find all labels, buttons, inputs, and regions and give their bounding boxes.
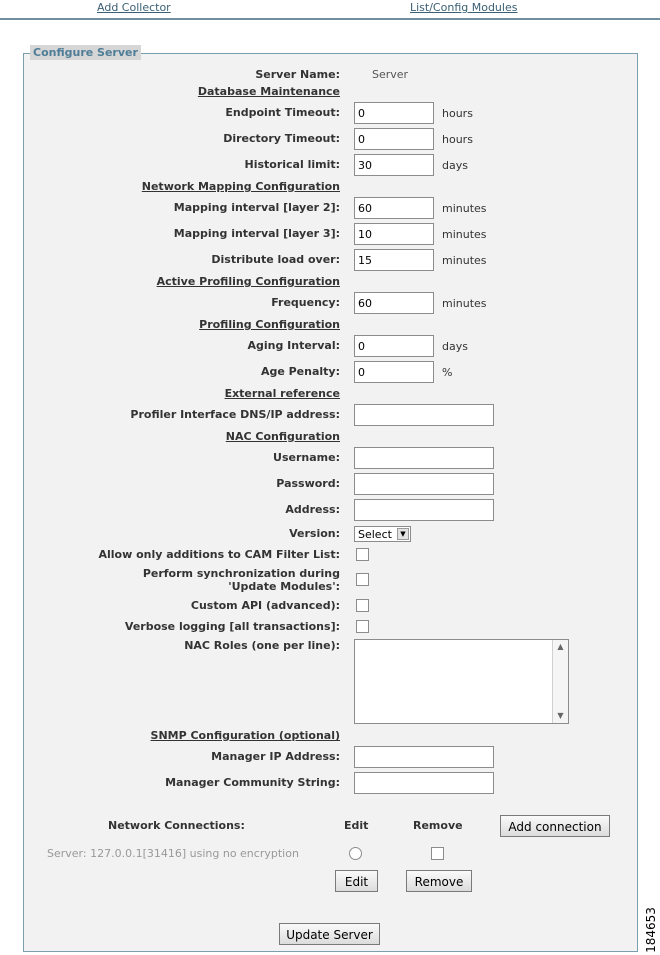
age-penalty-input[interactable] bbox=[354, 361, 434, 383]
section-network-mapping: Network Mapping Configuration bbox=[141, 180, 340, 193]
historical-limit-unit: days bbox=[442, 159, 468, 172]
remove-button[interactable]: Remove bbox=[406, 870, 472, 892]
top-nav bbox=[0, 0, 660, 20]
nac-roles-label: NAC Roles (one per line): bbox=[184, 639, 340, 652]
directory-timeout-label: Directory Timeout: bbox=[223, 132, 340, 145]
manager-ip-label: Manager IP Address: bbox=[211, 750, 340, 763]
mapping-layer3-unit: minutes bbox=[442, 228, 487, 241]
address-label: Address: bbox=[285, 503, 340, 516]
section-snmp: SNMP Configuration (optional) bbox=[150, 729, 340, 742]
verbose-logging-label: Verbose logging [all transactions]: bbox=[124, 620, 340, 633]
aging-interval-label: Aging Interval: bbox=[247, 339, 340, 352]
username-label: Username: bbox=[273, 451, 340, 464]
server-edit-radio[interactable] bbox=[349, 847, 362, 860]
network-connections-label: Network Connections: bbox=[108, 819, 245, 832]
perform-sync-label bbox=[143, 567, 340, 593]
server-connection-row: Server: 127.0.0.1[31416] using no encryption bbox=[47, 847, 299, 860]
historical-limit-label: Historical limit: bbox=[244, 158, 340, 171]
mapping-layer3-label: Mapping interval [layer 3]: bbox=[173, 227, 340, 240]
version-label: Version: bbox=[289, 527, 340, 540]
section-database-maintenance: Database Maintenance bbox=[197, 85, 340, 98]
distribute-load-label: Distribute load over: bbox=[211, 253, 340, 266]
profiler-dns-label: Profiler Interface DNS/IP address: bbox=[130, 408, 340, 421]
section-external-reference: External reference bbox=[224, 387, 340, 400]
verbose-logging-checkbox[interactable] bbox=[356, 620, 369, 633]
perform-sync-label-line2: 'Update Modules': bbox=[228, 580, 340, 593]
aging-interval-unit: days bbox=[442, 340, 468, 353]
password-label: Password: bbox=[276, 477, 340, 490]
frequency-label: Frequency: bbox=[271, 296, 340, 309]
nac-roles-textarea[interactable] bbox=[354, 639, 569, 724]
distribute-load-unit: minutes bbox=[442, 254, 487, 267]
custom-api-label: Custom API (advanced): bbox=[190, 599, 340, 612]
server-remove-checkbox[interactable] bbox=[431, 847, 444, 860]
nac-roles-scrollbar[interactable] bbox=[552, 640, 568, 723]
section-nac: NAC Configuration bbox=[225, 430, 340, 443]
figure-id-text: 184653 bbox=[644, 907, 658, 953]
section-profiling: Profiling Configuration bbox=[199, 318, 340, 331]
endpoint-timeout-label: Endpoint Timeout: bbox=[225, 106, 340, 119]
add-collector-link[interactable]: Add Collector bbox=[97, 1, 171, 14]
perform-sync-label-line1: Perform synchronization during bbox=[142, 567, 340, 580]
version-select-value: Select bbox=[358, 528, 392, 541]
mapping-layer2-unit: minutes bbox=[442, 202, 487, 215]
age-penalty-unit: % bbox=[442, 366, 453, 379]
directory-timeout-unit: hours bbox=[442, 133, 473, 146]
dropdown-arrow-icon: ▼ bbox=[397, 528, 409, 540]
manager-ip-input[interactable] bbox=[354, 746, 494, 768]
remove-column-header: Remove bbox=[413, 819, 463, 832]
section-active-profiling: Active Profiling Configuration bbox=[156, 275, 340, 288]
custom-api-checkbox[interactable] bbox=[356, 599, 369, 612]
update-server-button[interactable]: Update Server bbox=[279, 923, 380, 945]
frequency-input[interactable] bbox=[354, 292, 434, 314]
distribute-load-input[interactable] bbox=[354, 249, 434, 271]
address-input[interactable] bbox=[354, 499, 494, 521]
manager-community-input[interactable] bbox=[354, 772, 494, 794]
scroll-down-icon[interactable]: ▼ bbox=[557, 711, 564, 720]
endpoint-timeout-unit: hours bbox=[442, 107, 473, 120]
mapping-layer3-input[interactable] bbox=[354, 223, 434, 245]
directory-timeout-input[interactable] bbox=[354, 128, 434, 150]
password-input[interactable] bbox=[354, 473, 494, 495]
allow-additions-checkbox[interactable] bbox=[356, 548, 369, 561]
profiler-dns-input[interactable] bbox=[354, 404, 494, 426]
add-connection-button[interactable]: Add connection bbox=[500, 815, 610, 837]
perform-sync-checkbox[interactable] bbox=[356, 573, 369, 586]
endpoint-timeout-input[interactable] bbox=[354, 102, 434, 124]
mapping-layer2-input[interactable] bbox=[354, 197, 434, 219]
edit-button[interactable]: Edit bbox=[335, 870, 378, 892]
historical-limit-input[interactable] bbox=[354, 154, 434, 176]
username-input[interactable] bbox=[354, 447, 494, 469]
panel-legend: Configure Server bbox=[30, 45, 141, 60]
aging-interval-input[interactable] bbox=[354, 335, 434, 357]
frequency-unit: minutes bbox=[442, 297, 487, 310]
list-config-modules-link[interactable]: List/Config Modules bbox=[410, 1, 518, 14]
age-penalty-label: Age Penalty: bbox=[260, 365, 340, 378]
server-name-label: Server Name: bbox=[255, 68, 340, 81]
figure-id bbox=[640, 905, 660, 955]
edit-column-header: Edit bbox=[344, 819, 369, 832]
scroll-up-icon[interactable]: ▲ bbox=[557, 642, 564, 651]
manager-community-label: Manager Community String: bbox=[165, 776, 340, 789]
mapping-layer2-label: Mapping interval [layer 2]: bbox=[173, 201, 340, 214]
server-name-value: Server bbox=[372, 68, 409, 81]
version-select[interactable] bbox=[354, 526, 411, 542]
allow-additions-label: Allow only additions to CAM Filter List: bbox=[98, 548, 340, 561]
